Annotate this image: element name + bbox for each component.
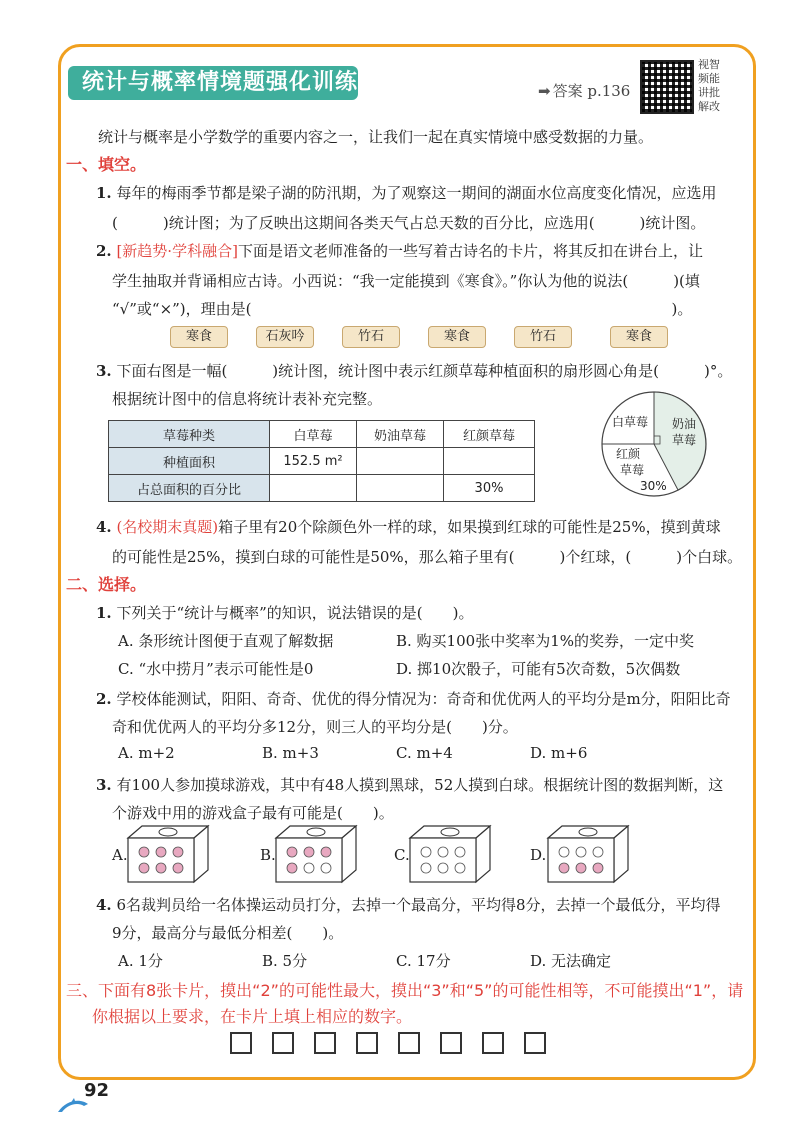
s2-q4-line1 [96,894,721,915]
section2-title: 二、选择。 [66,575,147,594]
table-header: 红颜草莓 [444,421,535,448]
table-cell-blank[interactable] [357,475,444,502]
pie-label-white: 白草莓 [612,415,649,429]
s2-q1-text: 下列关于“统计与概率”的知识，说法错误的是( )。 [116,604,474,622]
table-header: 白草莓 [270,421,357,448]
section3-line2: 你根据以上要求，在卡片上填上相应的数字。 [92,1007,413,1026]
s1-q2-num: 2. [96,242,112,260]
ball-box-d[interactable] [544,824,630,884]
poem-card: 寒食 [610,326,668,348]
ball-box-a[interactable] [124,824,210,884]
page-title: 统计与概率情境题强化训练 [68,66,358,100]
table-header: 草莓种类 [109,421,270,448]
s2-q3-num: 3. [96,776,112,794]
poem-card: 寒食 [170,326,228,348]
card-blank[interactable] [230,1032,252,1054]
s1-q3-text1: 下面右图是一幅( )统计图，统计图中表示红颜草莓种植面积的扇形圆心角是( )°。 [116,362,733,380]
poem-card: 寒食 [428,326,486,348]
table-cell: 30% [444,475,535,502]
s2-q1-option-d[interactable]: D. 掷10次骰子，可能有5次奇数，5次偶数 [396,660,681,678]
s1-q3-line1 [96,360,732,381]
pie-chart [598,388,710,504]
s2-q3-text1: 有100人参加摸球游戏，其中有48人摸到黑球，52人摸到白球。根据统计图的数据判断，这 [116,776,724,794]
card-blank[interactable] [398,1032,420,1054]
s2-q2-option-a[interactable]: A. m+2 [118,744,175,762]
box-option-a-label[interactable]: A. [112,846,128,864]
card-blank[interactable] [356,1032,378,1054]
qr-caption: 视智频能讲批解改 [698,58,720,113]
s2-q4-option-a[interactable]: A. 1分 [118,952,163,970]
intro-text: 统计与概率是小学数学的重要内容之一，让我们一起在真实情境中感受数据的力量。 [98,128,654,146]
s2-q4-option-b[interactable]: B. 5分 [262,952,308,970]
s1-q2-line2: 学生抽取并背诵相应古诗。小西说：“我一定能摸到《寒食》。”你认为他的说法( )(填 [112,272,700,290]
s2-q4-option-d[interactable]: D. 无法确定 [530,952,612,970]
s1-q3-line2: 根据统计图中的信息将统计表补充完整。 [112,390,383,408]
s2-q2-option-d[interactable]: D. m+6 [530,744,588,762]
table-cell-blank[interactable] [357,448,444,475]
s1-q2-line1 [96,240,703,261]
s2-q2-text1: 学校体能测试，阳阳、奇奇、优优的得分情况为：奇奇和优优两人的平均分是m分，阳阳比奇 [116,690,731,708]
s2-q2-option-b[interactable]: B. m+3 [262,744,319,762]
s1-q1-text1: 每年的梅雨季节都是梁子湖的防汛期，为了观察这一期间的湖面水位高度变化情况，应选用 [116,184,717,202]
strawberry-table [108,420,535,502]
s2-q3-line2: 个游戏中用的游戏盒子最有可能是( )。 [112,804,394,822]
box-option-d-label[interactable]: D. [530,846,547,864]
card-blank[interactable] [314,1032,336,1054]
s1-q2-line3: “√”或“×”)，理由是( )。 [112,300,693,318]
table-header: 奶油草莓 [357,421,444,448]
pie-label-red: 红颜草莓 [616,447,645,477]
dolphin-icon [56,1096,92,1118]
s2-q1-num: 1. [96,604,112,622]
card-blank[interactable] [440,1032,462,1054]
pie-label-cream: 奶油草莓 [672,417,697,447]
s1-q1-num: 1. [96,184,112,202]
poem-card: 竹石 [514,326,572,348]
s1-q1-line1 [96,182,716,203]
pie-chart-svg [598,388,710,500]
s1-q2-tag: [新趋势·学科融合] [116,242,238,260]
box-option-c-label[interactable]: C. [394,846,410,864]
box-option-b-label[interactable]: B. [260,846,276,864]
table-cell: 种植面积 [109,448,270,475]
s2-q4-option-c[interactable]: C. 17分 [396,952,451,970]
s2-q2-line1 [96,688,731,709]
page-number: 92 [84,1080,110,1101]
answer-reference [538,80,630,101]
qr-code[interactable] [640,60,694,114]
s2-q1-option-c[interactable]: C. “水中捞月”表示可能性是0 [118,660,314,678]
pie-label-pct: 30% [640,479,667,493]
poem-card: 竹石 [342,326,400,348]
s2-q4-num: 4. [96,896,112,914]
s1-q3-num: 3. [96,362,112,380]
section3-line1: 三、下面有8张卡片，摸出“2”的可能性最大，摸出“3”和“5”的可能性相等，不可能摸出“1”，请 [66,981,744,1000]
s1-q4-line2: 的可能性是25%，摸到白球的可能性是50%，那么箱子里有( )个红球，( )个白球。 [112,548,743,566]
s2-q3-line1 [96,774,723,795]
s2-q2-option-c[interactable]: C. m+4 [396,744,453,762]
s2-q2-num: 2. [96,690,112,708]
s2-q1-option-a[interactable]: A. 条形统计图便于直观了解数据 [118,632,334,650]
s2-q4-text1: 6名裁判员给一名体操运动员打分，去掉一个最高分，平均得8分，去掉一个最低分，平均得 [116,896,721,914]
card-blank[interactable] [524,1032,546,1054]
s1-q4-num: 4. [96,518,112,536]
s2-q2-line2: 奇和优优两人的平均分多12分，则三人的平均分是( )分。 [112,718,518,736]
section1-title: 一、填空。 [66,155,147,174]
answer-ref-text: 答案 p.136 [552,82,631,100]
ball-box-c[interactable] [406,824,492,884]
s1-q1-line2: ( )统计图；为了反映出这期间各类天气占总天数的百分比，应选用( )统计图。 [112,214,706,232]
arrow-right-icon: ➡ [538,82,551,100]
s1-q4-text1: 箱子里有20个除颜色外一样的球，如果摸到红球的可能性是25%，摸到黄球 [218,518,721,536]
ball-box-b[interactable] [272,824,358,884]
table-cell-blank[interactable] [270,475,357,502]
s2-q4-line2: 9分，最高分与最低分相差( )。 [112,924,344,942]
s2-q1-option-b[interactable]: B. 购买100张中奖率为1%的奖券，一定中奖 [396,632,694,650]
s1-q4-line1 [96,516,721,537]
s2-q1-stem [96,602,474,623]
card-blank[interactable] [272,1032,294,1054]
poem-card: 石灰吟 [256,326,314,348]
s1-q4-tag: (名校期末真题) [116,518,219,536]
card-blank[interactable] [482,1032,504,1054]
table-cell: 152.5 m² [270,448,357,475]
s1-q2-text1: 下面是语文老师准备的一些写着古诗名的卡片，将其反扣在讲台上，让 [237,242,703,260]
table-cell: 占总面积的百分比 [109,475,270,502]
table-cell-blank[interactable] [444,448,535,475]
